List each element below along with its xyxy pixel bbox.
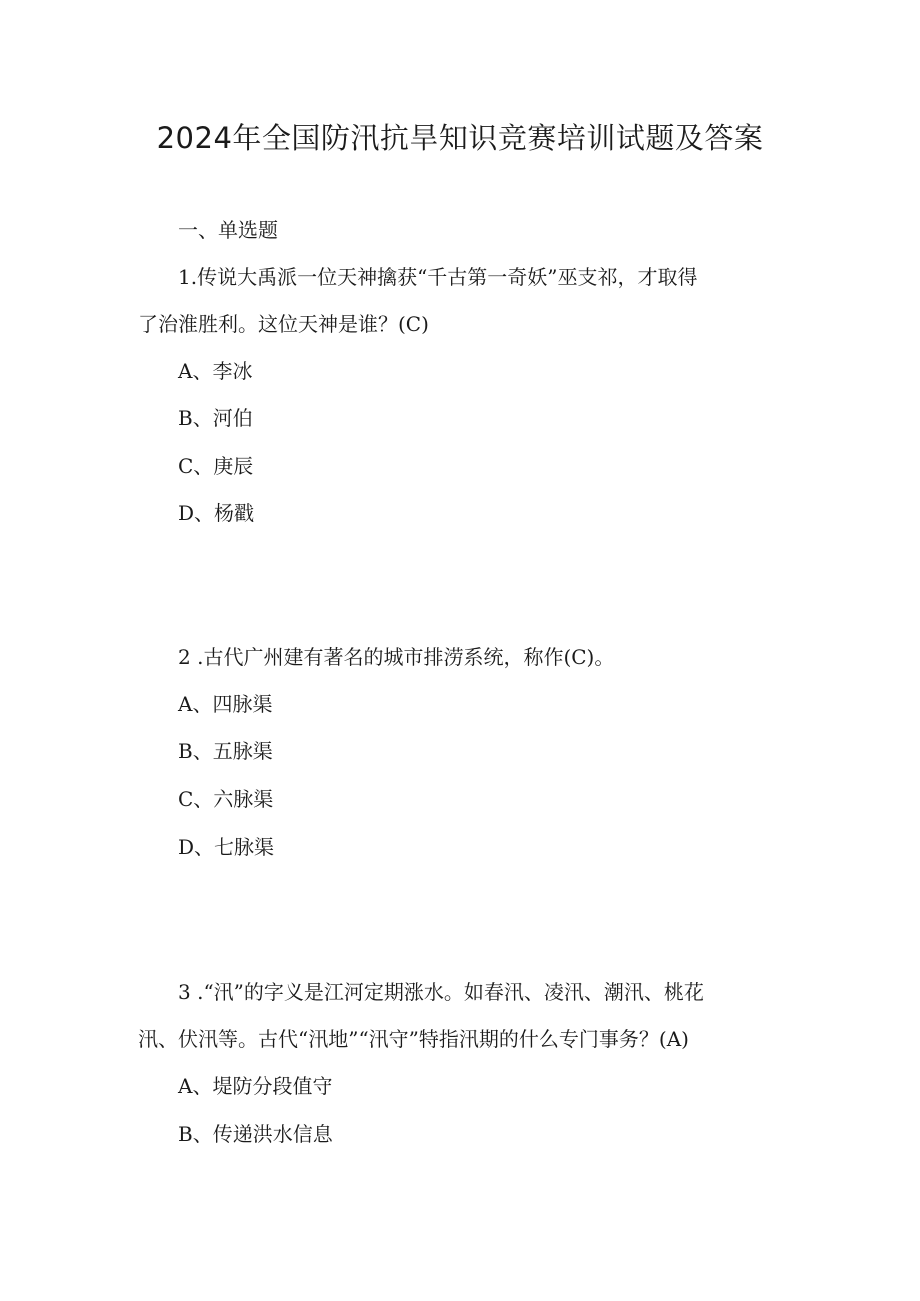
document-title: 2024年全国防汛抗旱知识竞赛培训试题及答案	[156, 121, 764, 155]
question-2-option-a: A、四脉渠	[178, 692, 273, 716]
question-1-option-b: B、河伯	[178, 406, 253, 430]
question-1-option-c: C、庚辰	[178, 454, 254, 478]
question-2-text-line-1: 2 .古代广州建有著名的城市排涝系统，称作(C)。	[178, 645, 615, 669]
question-1-option-a: A、李冰	[178, 359, 253, 383]
question-2-option-d: D、七脉渠	[178, 835, 275, 859]
question-2-option-b: B、五脉渠	[178, 739, 273, 763]
question-1-text-line-2: 了治淮胜利。这位天神是谁？(C)	[138, 312, 429, 336]
question-1-option-d: D、杨戳	[178, 501, 255, 525]
question-3-option-a: A、堤防分段值守	[178, 1074, 333, 1098]
question-3-text-line-1: 3 .“汛”的字义是江河定期涨水。如春汛、凌汛、潮汛、桃花	[178, 980, 704, 1004]
question-1-text-line-1: 1.传说大禹派一位天神擒获“千古第一奇妖”巫支祁，才取得	[178, 265, 698, 289]
question-2-option-c: C、六脉渠	[178, 787, 274, 811]
question-3-option-b: B、传递洪水信息	[178, 1122, 333, 1146]
question-3-text-line-2: 汛、伏汛等。古代“汛地”“汛守”特指汛期的什么专门事务？(A)	[138, 1027, 689, 1051]
section-heading: 一、单选题	[178, 218, 278, 242]
